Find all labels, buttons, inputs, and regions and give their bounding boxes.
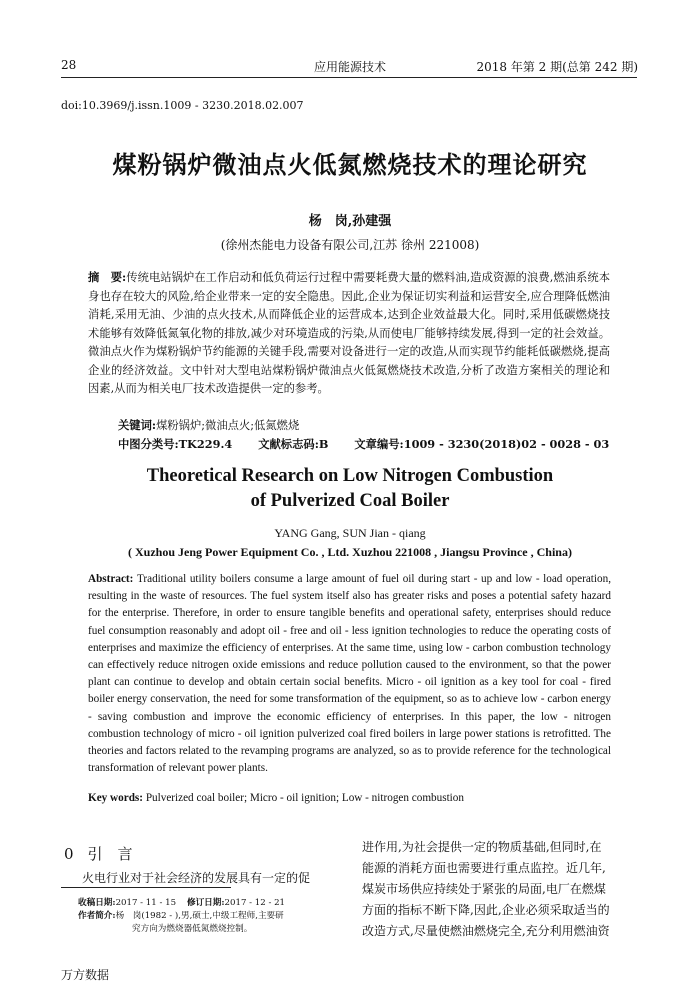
right-line-2: 能源的消耗方面也需要进行重点监控。近几年, <box>362 861 606 875</box>
keywords-en-label: Key words <box>88 792 140 804</box>
section-heading <box>64 843 147 864</box>
right-line-1: 进作用,为社会提供一定的物质基础,但同时,在 <box>362 840 602 854</box>
revised-label: 修订日期: <box>186 898 225 908</box>
abstract-en-text: Traditional utility boilers consume a large amount of fuel oil during start - up and low - load operation, resulting in the waste of resources. The fuel system itself also has greater risks and poses a potential safety hazard for the enterprise. Therefore, in order to ensure tangible benefits and operational safety, enterprises should reduce fuel consumption reasonably and adopt oil - free and oil - less ignition technologies to reduce the operating costs of enterprises and maximize the efficiency of enterprises. At the same time, using low - carbon combustion technology can effectively reduce nitrogen oxide emissions and reduce pollution caused to the environment, so that the power plant can continue to develop and obtain certain social benefits. Micro - oil ignition as a key tool for coal - fired boiler energy conservation, the need for some transformation of the equipment, so as to achieve low - carbon energy - saving combustion and improve the economic efficiency of enterprises. In this paper, the low - nitrogen combustion technology of micro - oil ignition pulverized coal fired boilers in large power stations is retrofitted. The theories and factors related to the revamping programs are analyzed, so as to provide reference for the technological transformation of relevant power plants. <box>88 573 611 775</box>
revised-date: 2017 - 12 - 21 <box>224 898 286 908</box>
title-en-line2: of Pulverized Coal Boiler <box>250 491 450 511</box>
footer-watermark: 万方数据 <box>61 968 110 982</box>
doi: doi:10.3969/j.issn.1009 - 3230.2018.02.007 <box>61 99 304 112</box>
authors-en: YANG Gang, SUN Jian - qiang <box>274 526 426 540</box>
abstract-cn <box>88 268 610 399</box>
intro-left-text: 火电行业对于社会经济的发展具有一定的促 <box>82 871 311 885</box>
right-line-3: 煤炭市场供应持续处于紧张的局面,电厂在燃煤 <box>362 882 606 896</box>
right-line-4: 方面的指标不断下降,因此,企业必须采取适当的 <box>362 903 610 917</box>
author-bio-line1: 杨 岗(1982 - ),男,硕士,中级工程师,主要研 <box>115 911 284 921</box>
authors-cn: 杨 岗,孙建强 <box>308 214 392 229</box>
abstract-en: Abstract: Traditional utility boilers consume a large amount of fuel oil during start - up and low - load operation, resulting in the waste of resources. The fuel system itself also has greater risks and poses a potential safety hazard for the enterprise. Therefore, in order to ensure tangible benefits and operational safety, enterprises should reduce fuel consumption reasonably and adopt oil - free and oil - less ignition technologies to reduce the operating costs of enterprises and maximize the efficiency of enterprises. At the same time, using low - carbon combustion technology can effectively reduce nitrogen oxide emissions and reduce pollution caused to the environment, so that the power plant can continue to develop and obtain certain social benefits. Micro - oil ignition as a key tool for coal - fired boiler energy conservation, the need for some transformation of the equipment, so as to achieve low - carbon energy - saving combustion and improve the economic efficiency of enterprises. In this paper, the low - nitrogen combustion technology of micro - oil ignition pulverized coal fired boilers in large power stations is retrofitted. The theories and factors related to the revamping programs are analyzed, so as to provide reference for the technological transformation of relevant power plants. <box>88 573 611 775</box>
title-en-line1: Theoretical Research on Low Nitrogen Combustion <box>146 466 554 486</box>
classification-line <box>118 436 631 452</box>
footnote-rule <box>61 887 231 888</box>
received-label: 收稿日期: <box>78 898 116 908</box>
issue-info: 2018 年第 2 期(总第 242 期) <box>476 60 638 74</box>
affiliation-cn: (徐州杰能电力设备有限公司,江苏 徐州 221008) <box>220 238 480 252</box>
section-number: 0 <box>64 845 74 863</box>
right-column-text <box>362 837 638 942</box>
doc-code: 文献标志码:B <box>258 437 329 451</box>
article-number: 文章编号:1009 - 3230(2018)02 - 0028 - 03 <box>354 437 610 451</box>
abstract-cn-label: 摘 要: <box>88 270 127 284</box>
author-bio-line2: 究方向为燃烧器低氮燃烧控制。 <box>132 924 253 934</box>
footnote <box>78 897 340 936</box>
received-date: 2017 - 11 - 15 <box>115 898 177 908</box>
header-rule <box>61 77 637 78</box>
section-title: 引 言 <box>87 845 133 863</box>
keywords-cn <box>118 417 299 433</box>
abstract-cn-text: 传统电站锅炉在工作启动和低负荷运行过程中需要耗费大量的燃料油,造成资源的浪费,燃油系统本身也存在较大的风险,给企业带来一定的安全隐患。因此,企业为保证切实利益和运营安全,应合理降低燃油消耗,采用无油、少油的点火技术,从而降低企业的运营成本,达到企业效益最大化。同时,采用低碳燃烧技术能够有效降低氮氧化物的排放,减少对环境造成的污染,从而使电厂能够持续发展,得到一定的社会效益。微油点火作为煤粉锅炉节约能源的关键手段,需要对设备进行一定的改造,从而实现节约能耗低碳燃烧,提高企业的经济效益。文中针对大型电站煤粉锅炉微油点火低氮燃烧技术改造,分析了改造方案相关的理论和因素,从而为相关电厂技术改造提供一定的参考。 <box>88 271 611 395</box>
right-line-5: 改造方式,尽量使燃油燃烧完全,充分利用燃油资 <box>362 924 610 938</box>
page-number: 28 <box>61 58 77 72</box>
title-en <box>0 464 700 514</box>
keywords-cn-label: 关键词: <box>118 418 157 432</box>
abstract-en-label: Abstract <box>88 573 130 585</box>
page-title: 煤粉锅炉微油点火低氮燃烧技术的理论研究 <box>112 150 588 179</box>
author-bio-label: 作者简介: <box>78 911 116 921</box>
keywords-cn-text: 煤粉锅炉;微油点火;低氮燃烧 <box>156 419 300 432</box>
affiliation-en: ( Xuzhou Jeng Power Equipment Co. , Ltd. Xuzhou 221008 , Jiangsu Province , China) <box>128 545 572 559</box>
clc-number: 中图分类号:TK229.4 <box>118 437 233 451</box>
keywords-en: Key words: Pulverized coal boiler; Micro - oil ignition; Low - nitrogen combustion <box>88 792 464 804</box>
journal-name: 应用能源技术 <box>313 60 386 74</box>
keywords-en-text: Pulverized coal boiler; Micro - oil ignition; Low - nitrogen combustion <box>145 792 464 804</box>
